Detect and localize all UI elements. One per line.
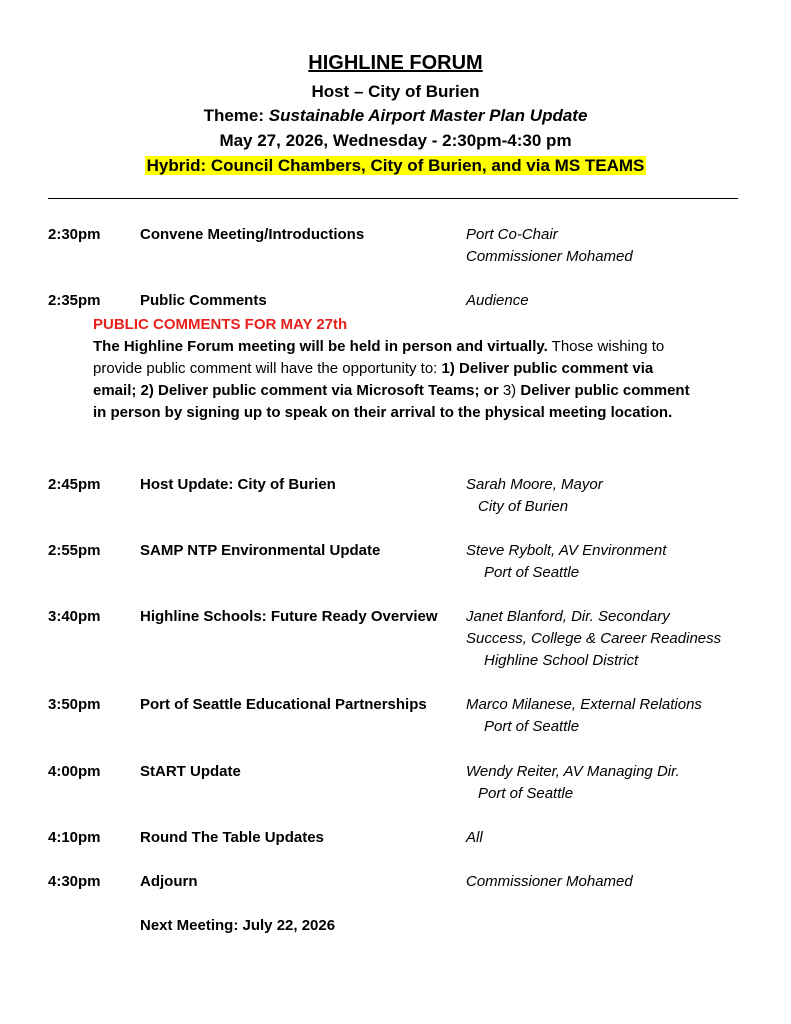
date-line: May 27, 2026, Wednesday - 2:30pm-4:30 pm [219, 131, 572, 150]
agenda-presenter [466, 224, 633, 268]
public-comments-option3-num: 3) [502, 382, 517, 399]
agenda-topic: SAMP NTP Environmental Update [140, 542, 381, 559]
presenter-line: Port of Seattle [478, 785, 574, 802]
presenter-line: Sarah Moore, Mayor [466, 476, 603, 493]
agenda-presenter [466, 694, 702, 738]
agenda-presenter [466, 540, 666, 584]
agenda-time: 2:45pm [48, 476, 101, 493]
presenter-line: All [466, 829, 483, 846]
agenda-time: 4:00pm [48, 763, 101, 780]
public-comments-body [93, 336, 693, 424]
location-highlight: Hybrid: Council Chambers, City of Burien, and via MS TEAMS [146, 156, 645, 175]
theme-text: Sustainable Airport Master Plan Update [268, 106, 588, 125]
agenda-time: 3:40pm [48, 608, 101, 625]
header-divider [48, 198, 738, 199]
agenda-topic: Port of Seattle Educational Partnerships [140, 696, 427, 713]
agenda-topic: Adjourn [140, 873, 198, 890]
presenter-line: Success, College & Career Readiness [466, 630, 722, 647]
presenter-line: Commissioner Mohamed [466, 873, 633, 890]
agenda-presenter [466, 827, 483, 849]
presenter-line: Commissioner Mohamed [466, 248, 633, 265]
presenter-line: City of Burien [478, 498, 569, 515]
agenda-time: 2:55pm [48, 542, 101, 559]
presenter-line: Marco Milanese, External Relations [466, 696, 702, 713]
agenda-time: 2:30pm [48, 226, 101, 243]
host-line: Host – City of Burien [311, 82, 480, 101]
public-comments-text: Those wishing to provide public comment will have the opportunity to: [93, 338, 665, 377]
public-comments-option3: Deliver public comment in person by signing up to speak on their arrival to the physical meeting location. [93, 382, 690, 421]
presenter-line: Janet Blanford, Dir. Secondary [466, 608, 670, 625]
next-meeting: Next Meeting: July 22, 2026 [140, 917, 336, 934]
agenda-topic: Highline Schools: Future Ready Overview [140, 608, 438, 625]
presenter-line: Steve Rybolt, AV Environment [466, 542, 667, 559]
location-line [0, 155, 791, 177]
agenda-topic: StART Update [140, 763, 241, 780]
agenda-presenter [466, 606, 721, 672]
presenter-line: Audience [466, 292, 529, 309]
theme-line [0, 105, 791, 127]
presenter-line: Wendy Reiter, AV Managing Dir. [466, 763, 680, 780]
public-comments-options: 1) Deliver public comment via email; 2) Deliver public comment via Microsoft Teams; or [93, 360, 654, 399]
presenter-line: Port of Seattle [484, 564, 580, 581]
presenter-line: Highline School District [484, 652, 639, 669]
agenda-time: 4:10pm [48, 829, 101, 846]
agenda-presenter [466, 761, 680, 805]
agenda-topic: Host Update: City of Burien [140, 476, 336, 493]
agenda-time: 2:35pm [48, 292, 101, 309]
page-title: HIGHLINE FORUM [308, 52, 483, 74]
presenter-line: Port of Seattle [484, 718, 580, 735]
public-comments-heading: PUBLIC COMMENTS FOR MAY 27th [93, 316, 348, 333]
agenda-presenter [466, 871, 633, 893]
theme-prefix: Theme: [203, 106, 269, 125]
agenda-time: 4:30pm [48, 873, 101, 890]
agenda-topic: Round The Table Updates [140, 829, 324, 846]
presenter-line: Port Co-Chair [466, 226, 558, 243]
agenda-topic: Public Comments [140, 292, 267, 309]
agenda-presenter [466, 474, 603, 518]
agenda-topic: Convene Meeting/Introductions [140, 226, 365, 243]
public-comments-intro: The Highline Forum meeting will be held in person and virtually. [93, 338, 548, 355]
agenda-time: 3:50pm [48, 696, 101, 713]
agenda-presenter [466, 290, 529, 312]
